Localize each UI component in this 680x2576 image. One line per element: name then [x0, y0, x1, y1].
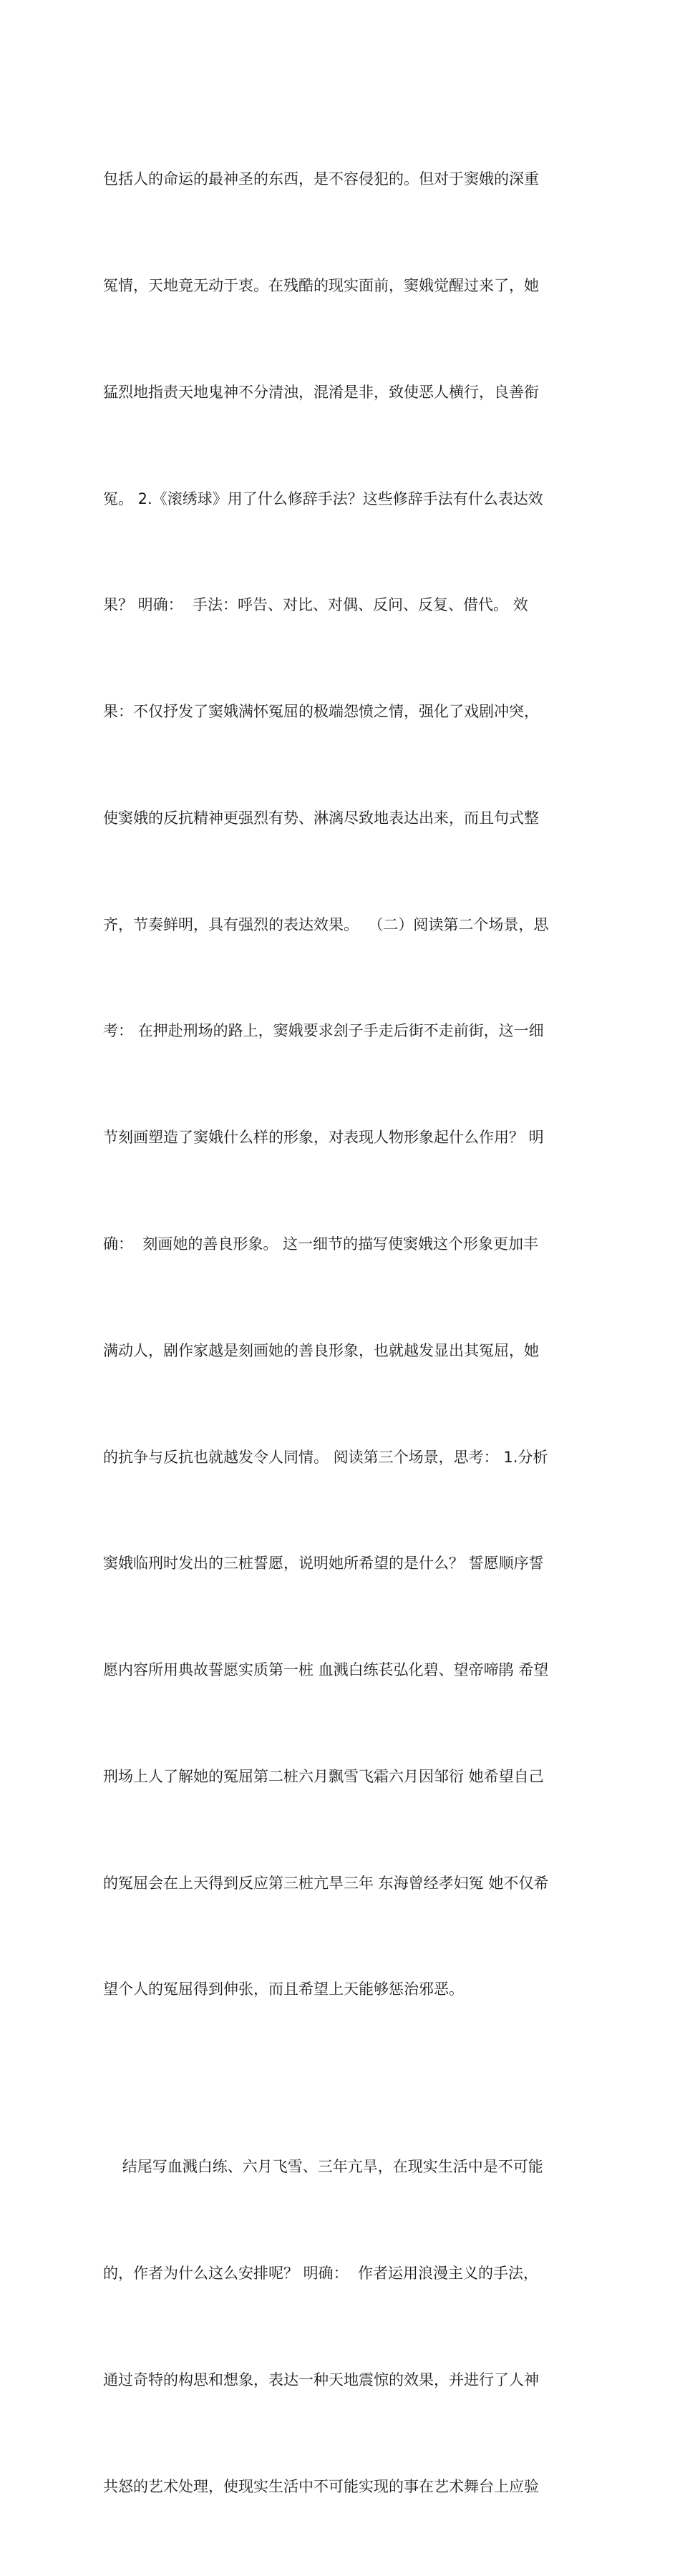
text-line: 的，作者为什么这么安排呢？ 明确： 作者运用浪漫主义的手法，	[103, 2265, 539, 2283]
text-line: 使窦娥的反抗精神更强烈有势、淋漓尽致地表达出来，而且句式整	[103, 809, 539, 827]
paragraph-1	[103, 91, 578, 2079]
text-line: 包括人的命运的最神圣的东西，是不容侵犯的。但对于窦娥的深重	[103, 170, 539, 188]
text-line: 的冤屈会在上天得到反应第三桩亢旱三年 东海曾经孝妇冤 她不仅希	[103, 1874, 549, 1892]
paragraph-2	[103, 2079, 578, 2575]
text-line: 的抗争与反抗也就越发令人同情。 阅读第三个场景，思考： 1.分析	[103, 1448, 548, 1466]
text-line: 齐，节奏鲜明，具有强烈的表达效果。 （二）阅读第二个场景，思	[103, 915, 549, 933]
text-line: 共怒的艺术处理，使现实生活中不可能实现的事在艺术舞台上应验	[103, 2477, 539, 2495]
text-line: 窦娥临刑时发出的三桩誓愿，说明她所希望的是什么？ 誓愿顺序誓	[103, 1555, 544, 1573]
text-line: 满动人，剧作家越是刻画她的善良形象，也就越发显出其冤屈，她	[103, 1341, 539, 1359]
text-line: 果？ 明确： 手法：呼告、对比、对偶、反问、反复、借代。 效	[103, 596, 528, 614]
text-line: 冤。 2.《滚绣球》用了什么修辞手法？这些修辞手法有什么表达效	[103, 490, 543, 507]
body-text	[103, 91, 578, 2576]
text-line: 节刻画塑造了窦娥什么样的形象，对表现人物形象起什么作用？ 明	[103, 1129, 544, 1147]
text-line: 通过奇特的构思和想象，表达一种天地震惊的效果，并进行了人神	[103, 2371, 539, 2388]
text-line: 望个人的冤屈得到伸张，而且希望上天能够惩治邪恶。	[103, 1980, 464, 1998]
text-line: 刑场上人了解她的冤屈第二桩六月飘雪飞霜六月因邹衍 她希望自己	[103, 1767, 544, 1785]
text-line: 结尾写血溅白练、六月飞雪、三年亢旱，在现实生活中是不可能	[103, 2158, 543, 2176]
text-line: 果：不仅抒发了窦娥满怀冤屈的极端怨愤之情，强化了戏剧冲突，	[103, 703, 539, 721]
text-line: 愿内容所用典故誓愿实质第一桩 血溅白练苌弘化碧、望帝啼鹃 希望	[103, 1661, 549, 1679]
text-line: 考： 在押赴刑场的路上，窦娥要求刽子手走后街不走前街，这一细	[103, 1022, 544, 1040]
text-line: 冤情，天地竟无动于衷。在残酷的现实面前，窦娥觉醒过来了，她	[103, 276, 539, 294]
text-line: 猛烈地指责天地鬼神不分清浊，混淆是非，致使恶人横行，良善衔	[103, 383, 539, 401]
text-line: 确： 刻画她的善良形象。 这一细节的描写使窦娥这个形象更加丰	[103, 1235, 539, 1253]
